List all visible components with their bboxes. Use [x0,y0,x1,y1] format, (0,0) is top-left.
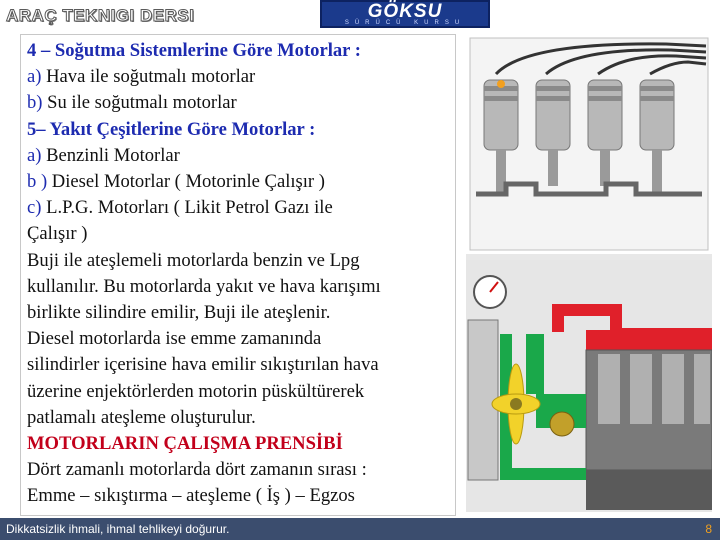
content-text-panel [20,34,456,516]
paragraph-line: silindirler içerisine hava emilir sıkıştırılan hava [27,354,379,376]
paragraph-line: patlamalı ateşleme oluşturulur. [27,406,256,428]
heading-working-principle: MOTORLARIN ÇALIŞMA PRENSİBİ [27,433,343,455]
paragraph-line: Buji ile ateşlemeli motorlarda benzin ve Lpg [27,249,360,271]
heading-fuel-types: 5– Yakıt Çeşitlerine Göre Motorlar : [27,118,316,140]
item-text: L.P.G. Motorları ( Likit Petrol Gazı ile [41,197,333,219]
item-air-cooled [27,64,455,90]
paragraph-line: üzerine enjektörlerden motorin püskültürerek [27,380,365,402]
goksu-logo [320,0,490,28]
paragraph-line: birlikte silindire emilir, Buji ile ateşlenir. [27,302,331,324]
header-title: ARAÇ TEKNIGI DERSI [6,6,195,25]
heading-cooling-systems: 4 – Soğutma Sistemlerine Göre Motorlar : [27,40,361,61]
item-gasoline [27,143,455,169]
paragraph-line: Diesel motorlarda ise emme zamanında [27,328,322,350]
item-text: Su ile soğutmalı motorlar [42,92,237,114]
paragraph-line: Emme – sıkıştırma – ateşleme ( İş ) – Egzos [27,485,355,507]
item-marker: a) [27,144,42,166]
footer-text: Dikkatsizlik ihmali, ihmal tehlikeyi doğurur. [6,522,230,536]
engine-illustrations-svg [466,34,712,512]
item-marker: b ) [27,171,48,193]
page-number: 8 [705,522,712,536]
engine-illustrations [466,34,712,512]
item-lpg-continued: Çalışır ) [27,223,88,245]
item-lpg [27,195,455,221]
item-text: Benzinli Motorlar [41,144,180,166]
item-text: Diesel Motorlar ( Motorinle Çalışır ) [47,171,325,193]
item-diesel [27,169,455,195]
paragraph-line: Dört zamanlı motorlarda dört zamanın sırası : [27,459,367,481]
footer-bar [0,518,720,540]
item-marker: a) [27,66,42,88]
item-marker: b) [27,92,43,114]
pistons-illustration [466,34,712,254]
item-text: Hava ile soğutmalı motorlar [41,66,256,88]
item-water-cooled [27,90,455,116]
logo-sub-text: SÜRÜCÜ KURSU [344,20,466,26]
item-marker: c) [27,197,42,219]
logo-main-text: GÖKSU [367,1,443,22]
paragraph-line: kullanılır. Bu motorlarda yakıt ve hava karışımı [27,275,381,297]
cooling-system-illustration [466,260,712,512]
